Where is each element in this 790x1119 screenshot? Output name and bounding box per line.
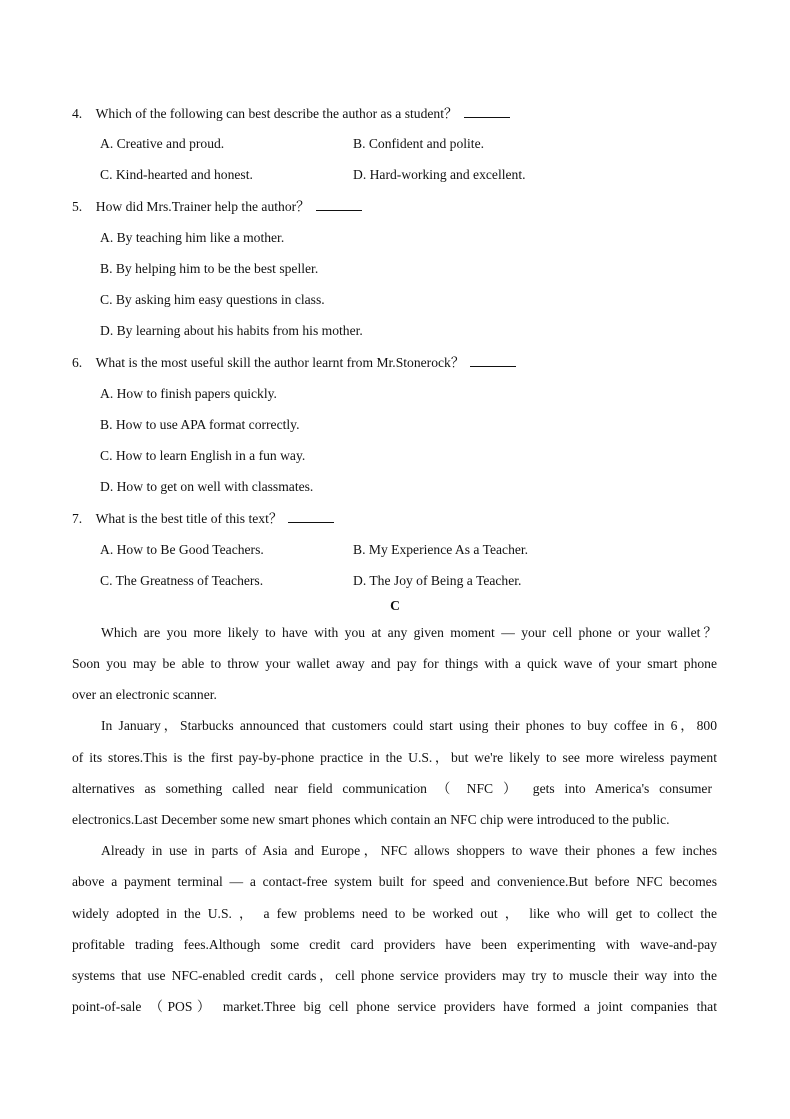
option-a: A. Creative and proud.	[100, 136, 225, 151]
option-d: D. By learning about his habits from his mother.	[100, 323, 363, 338]
passage-line: point-of-sale （POS） market.Three big cell phone service providers have formed a joint companies that	[72, 999, 717, 1014]
option-d: D. Hard-working and excellent.	[353, 167, 526, 182]
option-a: A. How to finish papers quickly.	[100, 386, 277, 401]
option-b: B. My Experience As a Teacher.	[353, 542, 529, 557]
question-5	[72, 197, 362, 216]
question-text: Which of the following can best describe the author as a student？	[95, 106, 458, 121]
option-c: C. The Greatness of Teachers.	[100, 573, 264, 588]
question-number: 4.	[72, 106, 83, 121]
option-a: A. How to Be Good Teachers.	[100, 542, 264, 557]
passage-line: widely adopted in the U.S. ， a few problems need to be worked out ， like who will get to collect the	[72, 906, 717, 921]
option-b: B. By helping him to be the best speller.	[100, 261, 319, 276]
question-4	[72, 104, 510, 123]
passage-line: profitable trading fees.Although some credit card providers have been experimenting with wave-and-pay	[72, 937, 717, 952]
option-a: A. By teaching him like a mother.	[100, 230, 285, 245]
question-number: 7.	[72, 511, 83, 526]
passage-line: systems that use NFC-enabled credit cards，cell phone service providers may try to muscle their way into the	[72, 968, 717, 983]
option-b: B. Confident and polite.	[353, 136, 485, 151]
answer-blank[interactable]	[288, 509, 334, 523]
passage-line: Which are you more likely to have with you at any given moment — your cell phone or your wallet？	[101, 625, 717, 640]
option-b: B. How to use APA format correctly.	[100, 417, 300, 432]
option-c: C. How to learn English in a fun way.	[100, 448, 306, 463]
option-d: D. The Joy of Being a Teacher.	[353, 573, 522, 588]
passage-line: Already in use in parts of Asia and Europe，NFC allows shoppers to wave their phones a few inches	[101, 843, 717, 858]
passage-line: of its stores.This is the first pay-by-phone practice in the U.S.，but we're likely to see more wireless payment	[72, 750, 717, 765]
option-c: C. Kind-hearted and honest.	[100, 167, 253, 182]
answer-blank[interactable]	[464, 104, 510, 118]
question-text: What is the best title of this text？	[95, 511, 283, 526]
answer-blank[interactable]	[470, 353, 516, 367]
passage-line: Soon you may be able to throw your wallet away and pay for things with a quick wave of your smart phone	[72, 656, 717, 671]
passage-line: In January，Starbucks announced that customers could start using their phones to buy coffee in 6，800	[101, 718, 717, 733]
question-7	[72, 509, 334, 528]
option-c: C. By asking him easy questions in class.	[100, 292, 325, 307]
option-d: D. How to get on well with classmates.	[100, 479, 314, 494]
question-6	[72, 353, 516, 372]
passage-line: above a payment terminal — a contact-free system built for speed and convenience.But before NFC becomes	[72, 874, 717, 889]
passage-line: electronics.Last December some new smart phones which contain an NFC chip were introduced to the public.	[72, 812, 670, 827]
passage-line: alternatives as something called near field communication （ NFC ） gets into America's consumer	[72, 781, 712, 796]
question-text: How did Mrs.Trainer help the author？	[95, 199, 310, 214]
answer-blank[interactable]	[316, 197, 362, 211]
section-heading: C	[390, 598, 400, 613]
question-text: What is the most useful skill the author learnt from Mr.Stonerock？	[95, 355, 465, 370]
passage-line: over an electronic scanner.	[72, 687, 217, 702]
question-number: 6.	[72, 355, 83, 370]
question-number: 5.	[72, 199, 83, 214]
